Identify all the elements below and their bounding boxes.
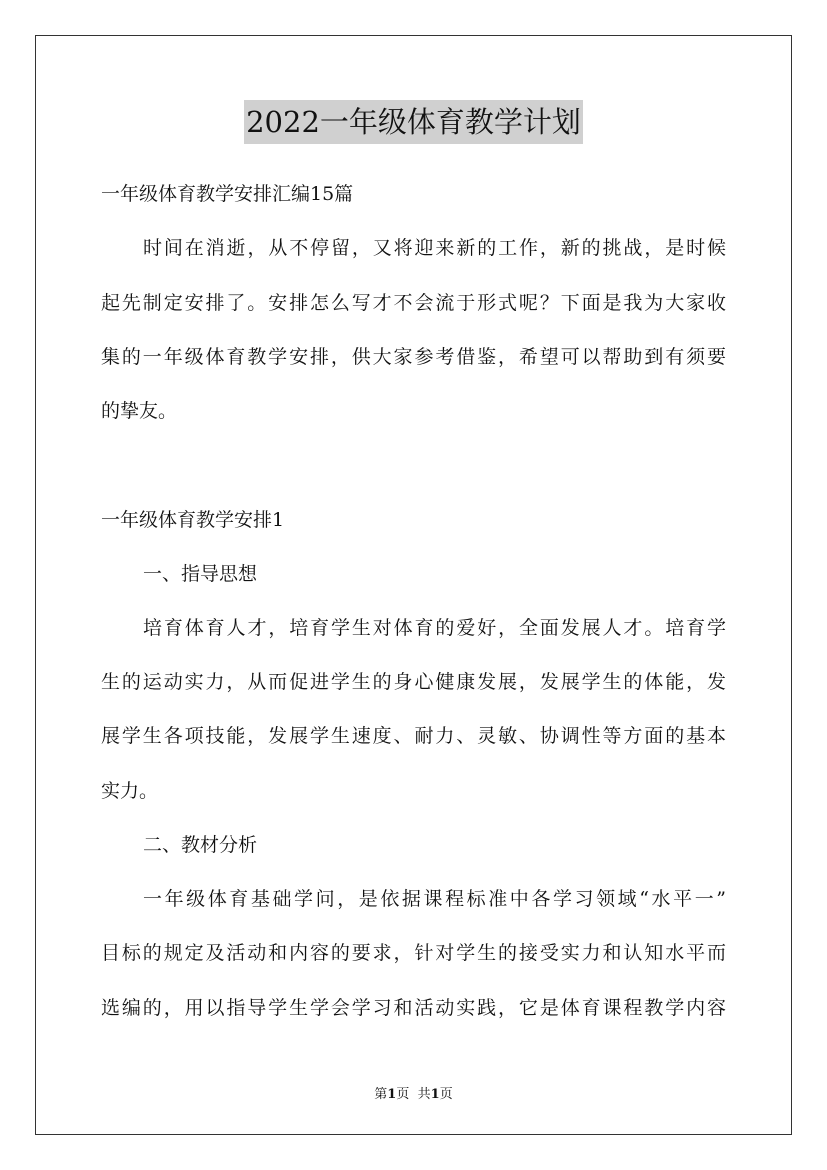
intro-line-3: 集的一年级体育教学安排，供大家参考借鉴，希望可以帮助到有须要: [101, 346, 726, 368]
document-title: 2022一年级体育教学计划: [244, 100, 583, 144]
footer-total-prefix: 共: [417, 1087, 431, 1102]
part2-line-2: 目标的规定及活动和内容的要求，针对学生的接受实力和认知水平而: [101, 942, 726, 964]
part1-line-2: 生的运动实力，从而促进学生的身心健康发展，发展学生的体能，发: [101, 671, 726, 693]
intro-line-2: 起先制定安排了。安排怎么写才不会流于形式呢？下面是我为大家收: [101, 292, 726, 314]
section1-heading: 一年级体育教学安排1: [101, 509, 285, 531]
footer-total-suffix: 页: [439, 1087, 453, 1102]
page-footer: [0, 1083, 827, 1102]
part2-line-3: 选编的，用以指导学生学会学习和活动实践，它是体育课程教学内容: [101, 997, 726, 1019]
part2-line-1: 一年级体育基础学问，是依据课程标准中各学习领域“水平一”: [143, 888, 726, 910]
title-container: [0, 100, 827, 144]
intro-line-4: 的挚友。: [101, 400, 178, 422]
footer-page-suffix: 页: [396, 1087, 410, 1102]
part1-line-4: 实力。: [101, 780, 159, 802]
part1-heading: 一、指导思想: [143, 563, 258, 585]
intro-line-1: 时间在消逝，从不停留，又将迎来新的工作，新的挑战，是时候: [143, 237, 726, 259]
part1-line-3: 展学生各项技能，发展学生速度、耐力、灵敏、协调性等方面的基本: [101, 725, 726, 747]
document-subtitle: 一年级体育教学安排汇编15篇: [101, 183, 354, 205]
footer-total-number: 1: [430, 1087, 440, 1102]
part2-heading: 二、教材分析: [143, 834, 258, 856]
footer-page-prefix: 第: [374, 1087, 388, 1102]
part1-line-1: 培育体育人才，培育学生对体育的爱好，全面发展人才。培育学: [143, 617, 726, 639]
footer-page-number: 1: [387, 1087, 397, 1102]
